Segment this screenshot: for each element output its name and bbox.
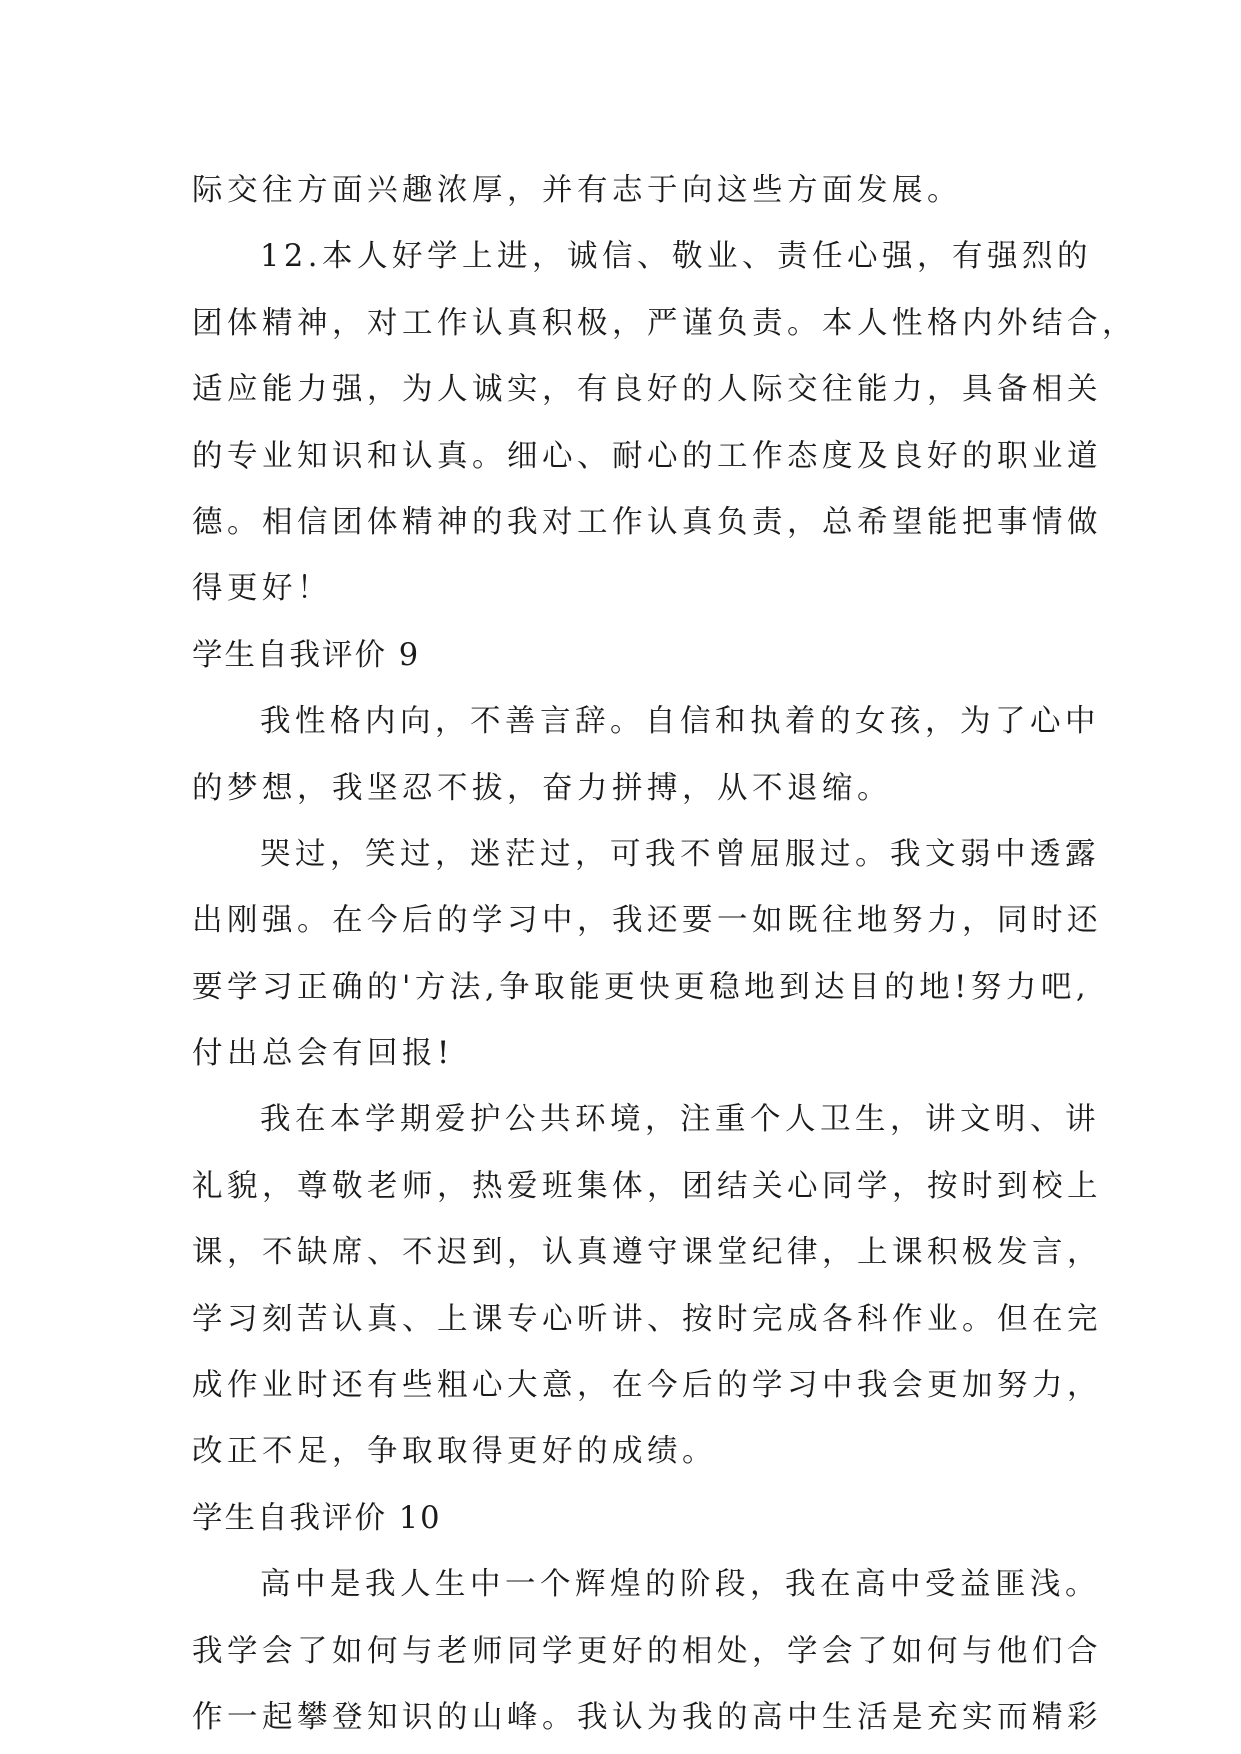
text-line: 出刚强。在今后的学习中，我还要一如既往地努力，同时还 xyxy=(192,903,1102,939)
text-line: 付出总会有回报! xyxy=(192,1036,454,1072)
text-line: 际交往方面兴趣浓厚，并有志于向这些方面发展。 xyxy=(192,173,962,208)
text-line: 课，不缺席、不迟到，认真遵守课堂纪律，上课积极发言， xyxy=(192,1235,1102,1271)
document-body xyxy=(192,158,1137,1751)
text-line: 改正不足，争取取得更好的成绩。 xyxy=(192,1434,717,1470)
text-line: 学习刻苦认真、上课专心听讲、按时完成各科作业。但在完 xyxy=(192,1301,1102,1337)
section-heading: 学生自我评价 9 xyxy=(192,637,421,673)
text-line: 德。相信团体精神的我对工作认真负责，总希望能把事情做 xyxy=(192,504,1102,540)
text-line: 我学会了如何与老师同学更好的相处，学会了如何与他们合 xyxy=(192,1633,1102,1669)
text-line: 成作业时还有些粗心大意，在今后的学习中我会更加努力， xyxy=(192,1368,1102,1404)
text-line: 的专业知识和认真。细心、耐心的工作态度及良好的职业道 xyxy=(192,438,1102,474)
text-line: 适应能力强，为人诚实，有良好的人际交往能力，具备相关 xyxy=(192,372,1102,408)
text-line: 礼貌，尊敬老师，热爱班集体，团结关心同学，按时到校上 xyxy=(192,1168,1102,1204)
text-line: 的梦想，我坚忍不拔，奋力拼搏，从不退缩。 xyxy=(192,770,892,806)
text-line: 作一起攀登知识的山峰。我认为我的高中生活是充实而精彩 xyxy=(192,1699,1102,1735)
section-heading: 学生自我评价 10 xyxy=(192,1500,442,1536)
text-line: 要学习正确的'方法,争取能更快更稳地到达目的地!努力吧, xyxy=(192,969,1091,1005)
paragraph-first-line: 我性格内向，不善言辞。自信和执着的女孩，为了心中 xyxy=(260,704,1100,740)
paragraph-first-line: 12.本人好学上进，诚信、敬业、责任心强，有强烈的 xyxy=(260,239,1093,275)
paragraph-first-line: 我在本学期爱护公共环境，注重个人卫生，讲文明、讲 xyxy=(260,1102,1100,1138)
paragraph-first-line: 哭过，笑过，迷茫过，可我不曾屈服过。我文弱中透露 xyxy=(260,836,1100,872)
paragraph-first-line: 高中是我人生中一个辉煌的阶段，我在高中受益匪浅。 xyxy=(260,1567,1100,1603)
text-line: 团体精神，对工作认真积极，严谨负责。本人性格内外结合， xyxy=(192,305,1137,341)
text-line: 得更好！ xyxy=(192,571,332,607)
